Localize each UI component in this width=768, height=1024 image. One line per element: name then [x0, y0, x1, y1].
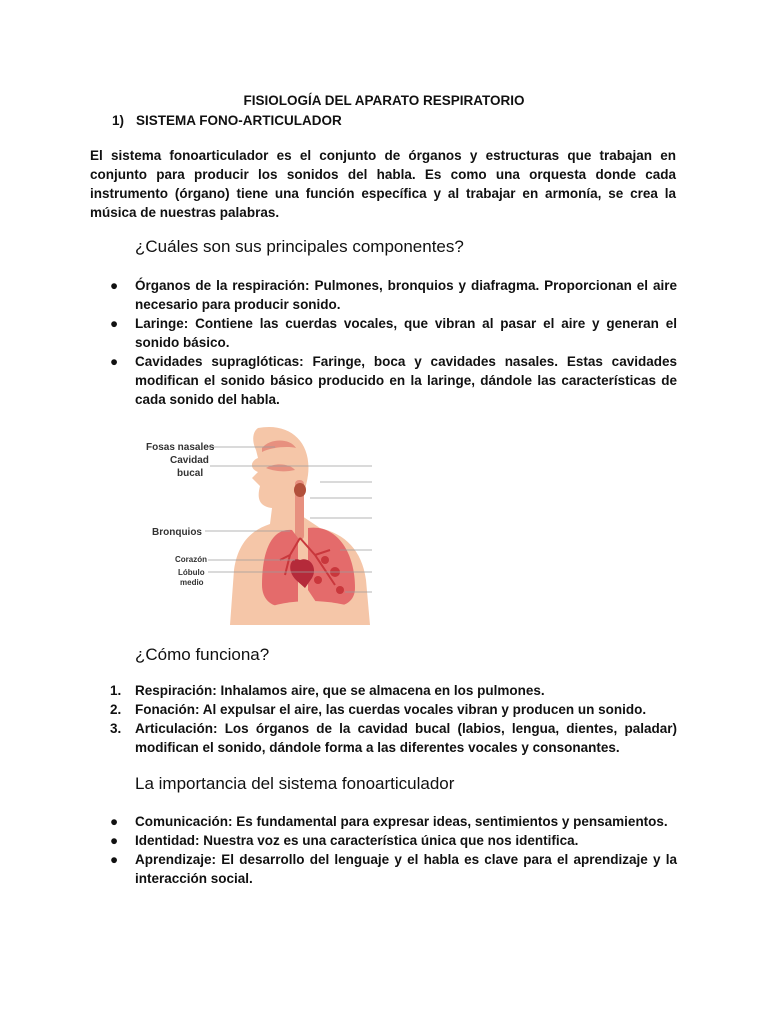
how-heading: ¿Cómo funciona?	[135, 645, 270, 664]
label-bucal: bucal	[177, 468, 204, 479]
bullet-icon: ●	[110, 814, 119, 829]
list-number: 1.	[110, 683, 122, 698]
importance-list	[110, 812, 677, 888]
list-item: ● Comunicación: Es fundamental para expresar ideas, sentimientos y pensamientos.	[110, 814, 668, 829]
label-medio: medio	[180, 578, 204, 587]
list-item: ● Identidad: Nuestra voz es una característica única que nos identifica.	[110, 833, 579, 848]
list-item: 3. Articulación: Los órganos de la cavidad bucal (labios, lengua, dientes, paladar) modifican el sonido, dándole forma a las diferentes vocales y consonantes.	[110, 721, 677, 755]
bullet-icon: ●	[110, 316, 119, 331]
label-cavidad: Cavidad	[170, 455, 209, 466]
section-number: 1)	[112, 113, 125, 128]
label-lobulo: Lóbulo	[178, 568, 205, 577]
label-fosas-nasales: Fosas nasales	[146, 442, 215, 453]
list-item: ● Laringe: Contiene las cuerdas vocales, que vibran al pasar el aire y generan el sonido básico.	[110, 316, 677, 350]
bullet-icon: ●	[110, 852, 119, 867]
alveoli	[321, 556, 329, 564]
list-item: 2. Fonación: Al expulsar el aire, las cuerdas vocales vibran y producen un sonido.	[110, 702, 647, 717]
importance-heading: La importancia del sistema fonoarticulador	[135, 774, 455, 793]
label-bronquios: Bronquios	[152, 527, 202, 538]
list-item: ● Órganos de la respiración: Pulmones, bronquios y diafragma. Proporcionan el aire necesario para producir sonido.	[110, 278, 677, 312]
components-heading: ¿Cuáles son sus principales componentes?	[135, 237, 464, 256]
section-title: SISTEMA FONO-ARTICULADOR	[136, 113, 342, 128]
components-list	[110, 276, 677, 409]
list-item: ● Cavidades supraglóticas: Faringe, boca y cavidades nasales. Estas cavidades modifican el sonido básico producido en la laringe, dándole las características de cada sonido del habla.	[110, 354, 677, 407]
alveoli	[314, 576, 322, 584]
alveoli	[336, 586, 344, 594]
bullet-icon: ●	[110, 354, 119, 369]
respiratory-system-diagram	[140, 420, 380, 625]
intro-paragraph: El sistema fonoarticulador es el conjunto de órganos y estructuras que trabajan en conjunto para producir los sonidos del habla. Es como una orquesta donde cada instrumento (órgano) tiene una función específica y al trabajar en armonía, se crea la música de nuestras palabras.	[90, 148, 676, 220]
bullet-icon: ●	[110, 833, 119, 848]
larynx	[294, 483, 306, 497]
label-corazon: Corazón	[175, 555, 207, 564]
left-lung	[308, 528, 355, 607]
list-item: ● Aprendizaje: El desarrollo del lenguaje y el habla es clave para el aprendizaje y la interacción social.	[110, 852, 677, 886]
how-list	[110, 681, 677, 757]
document-title: FISIOLOGÍA DEL APARATO RESPIRATORIO	[243, 93, 525, 108]
list-number: 2.	[110, 702, 122, 717]
list-number: 3.	[110, 721, 122, 736]
bullet-icon: ●	[110, 278, 119, 293]
list-item: 1. Respiración: Inhalamos aire, que se almacena en los pulmones.	[110, 683, 545, 698]
